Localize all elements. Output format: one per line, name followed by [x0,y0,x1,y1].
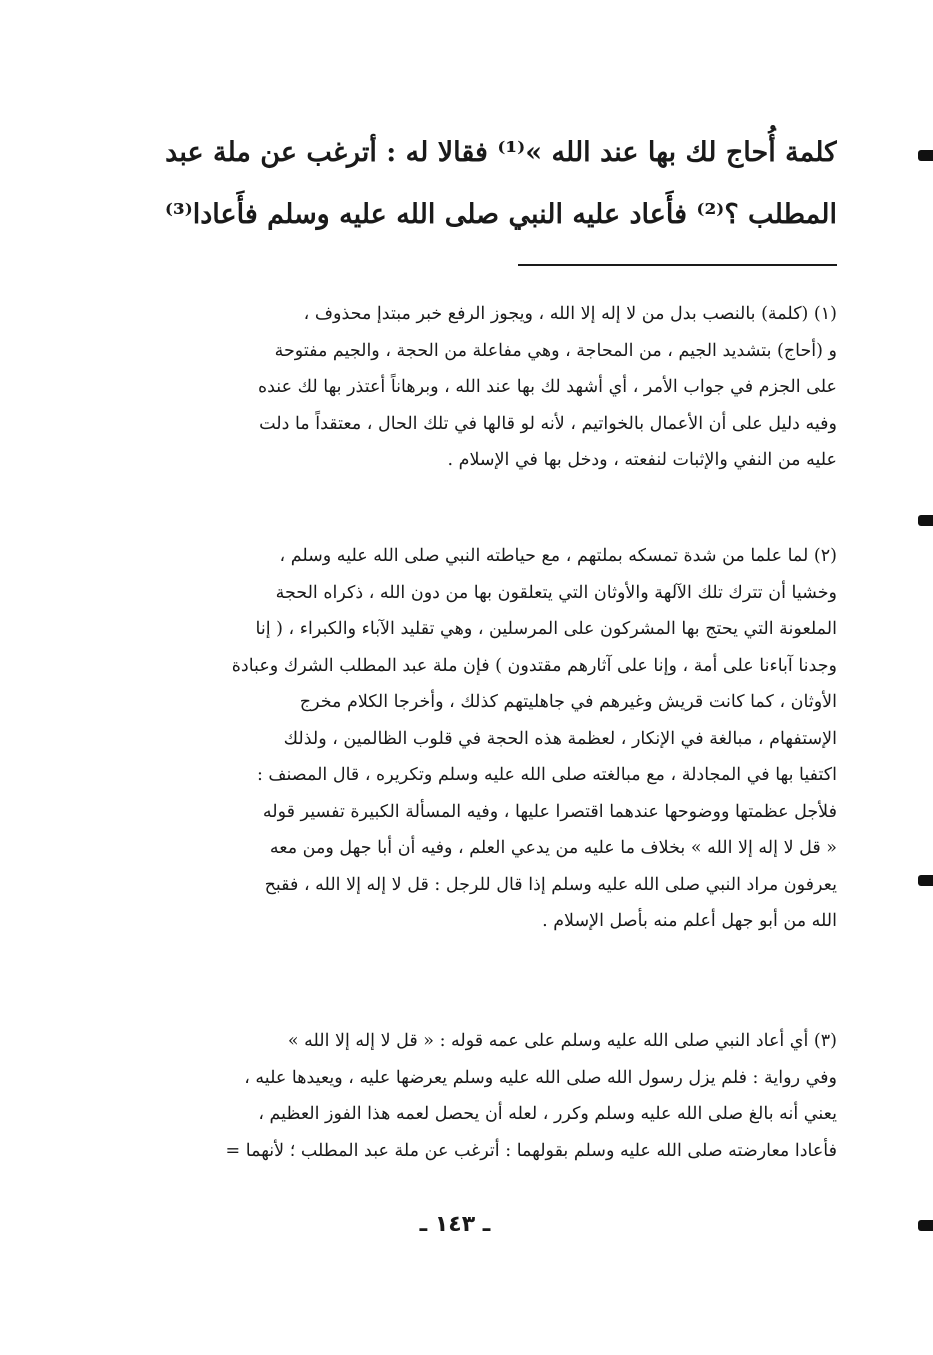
footnote-1 [100,296,837,479]
footnote-3-line-4: فأعادا معارضته صلى الله عليه وسلم بقولهما : أترغب عن ملة عبد المطلب ؛ لأنهما = [225,1140,837,1161]
footnote-2-line-11: الله من أبو جهل أعلم منه بأصل الإسلام . [542,911,837,931]
footnote-separator [518,264,837,266]
footnote-2-line-4: وجدنا آباءنا على أمة ، وإنا على آثارهم مقتدون ) فإن ملة عبد المطلب الشرك وعبادة [231,655,837,676]
footnote-2-line-2: وخشيا أن تترك تلك الآلهة والأوثان التي يتعلقون بها من دون الله ، ذكراه الحجة [275,582,837,603]
footnote-3-line-1: (٣) أي أعاد النبي صلى الله عليه وسلم على عمه قوله : « قل لا إله إلا الله » [287,1031,837,1051]
footnote-2-line-5: الأوثان ، كما كانت قريش وغيرهم في جاهليتهم كذلك ، وأخرجا الكلام مخرج [299,692,837,712]
footnote-1-line-3: على الجزم في جواب الأمر ، أي أشهد لك بها عند الله ، وبرهاناً أعتذر بها لك عنده [257,377,837,397]
footnote-1-line-4: وفيه دليل على أن الأعمال بالخواتيم ، لأنه لو قالها في تلك الحال ، معتقداً ما دلت [259,413,837,434]
footnote-2-line-10: يعرفون مراد النبي صلى الله عليه وسلم إذا قال للرجل : قل لا إله إلا الله ، فقبح [264,874,837,895]
page-number: ـ ١٤٣ ـ [419,1212,491,1237]
footnote-3 [100,1023,837,1169]
footnote-2-line-1: (٢) لما علما من شدة تمسكه بملتهم ، مع حياطته النبي صلى الله عليه وسلم ، [279,546,837,566]
footnote-1-line-1: (١) (كلمة) بالنصب بدل من لا إله إلا الله ، ويجوز الرفع خبر مبتدإ محذوف ، [303,304,837,324]
binding-mark-3 [918,875,933,886]
main-text-line-1: كلمة أُحاج لك بها عند الله »⁽¹⁾ فقالا له : أترغب عن ملة عبد [165,137,837,168]
footnote-2-line-7: اكتفيا بها في المجادلة ، مع مبالغته صلى الله عليه وسلم وتكريره ، قال المصنف : [256,765,837,785]
binding-mark-1 [918,150,933,161]
main-text [95,122,837,246]
footnote-1-line-5: عليه من النفي والإثبات لنفعته ، ودخل بها في الإسلام . [447,450,837,470]
binding-mark-4 [918,1220,933,1231]
footnote-3-line-3: يعني أنه بالغ صلى الله عليه وسلم وكرر ، لعله أن يحصل لعمه هذا الفوز العظيم ، [258,1104,837,1124]
footnote-1-line-2: و (أحاج) بتشديد الجيم ، من المحاجة ، وهي مفاعلة من الحجة ، والجيم مفتوحة [274,340,837,361]
main-text-line-2: المطلب ؟⁽²⁾ فأَعاد عليه النبي صلى الله عليه وسلم فأَعادا⁽³⁾ [164,199,837,230]
binding-mark-2 [918,515,933,526]
footnote-2-line-8: فلأجل عظمتها ووضوحها عندهما اقتصرا عليها ، وفيه المسألة الكبيرة تفسير قوله [262,801,837,822]
footnote-2 [100,538,837,940]
footnote-2-line-3: الملعونة التي يحتج بها المشركون على المرسلين ، وهي تقليد الآباء والكبراء ، ( إنا [255,619,837,639]
footnote-2-line-6: الإستفهام ، مبالغة في الإنكار ، لعظمة هذه الحجة في قلوب الظالمين ، ولذلك [283,728,837,749]
footnote-2-line-9: « قل لا إله إلا الله » بخلاف ما عليه من يدعي العلم ، وفيه أن أبا جهل ومن معه [269,838,837,858]
footnote-3-line-2: وفي رواية : فلم يزل رسول الله صلى الله عليه وسلم يعرضها عليه ، ويعيدها عليه ، [244,1067,837,1088]
